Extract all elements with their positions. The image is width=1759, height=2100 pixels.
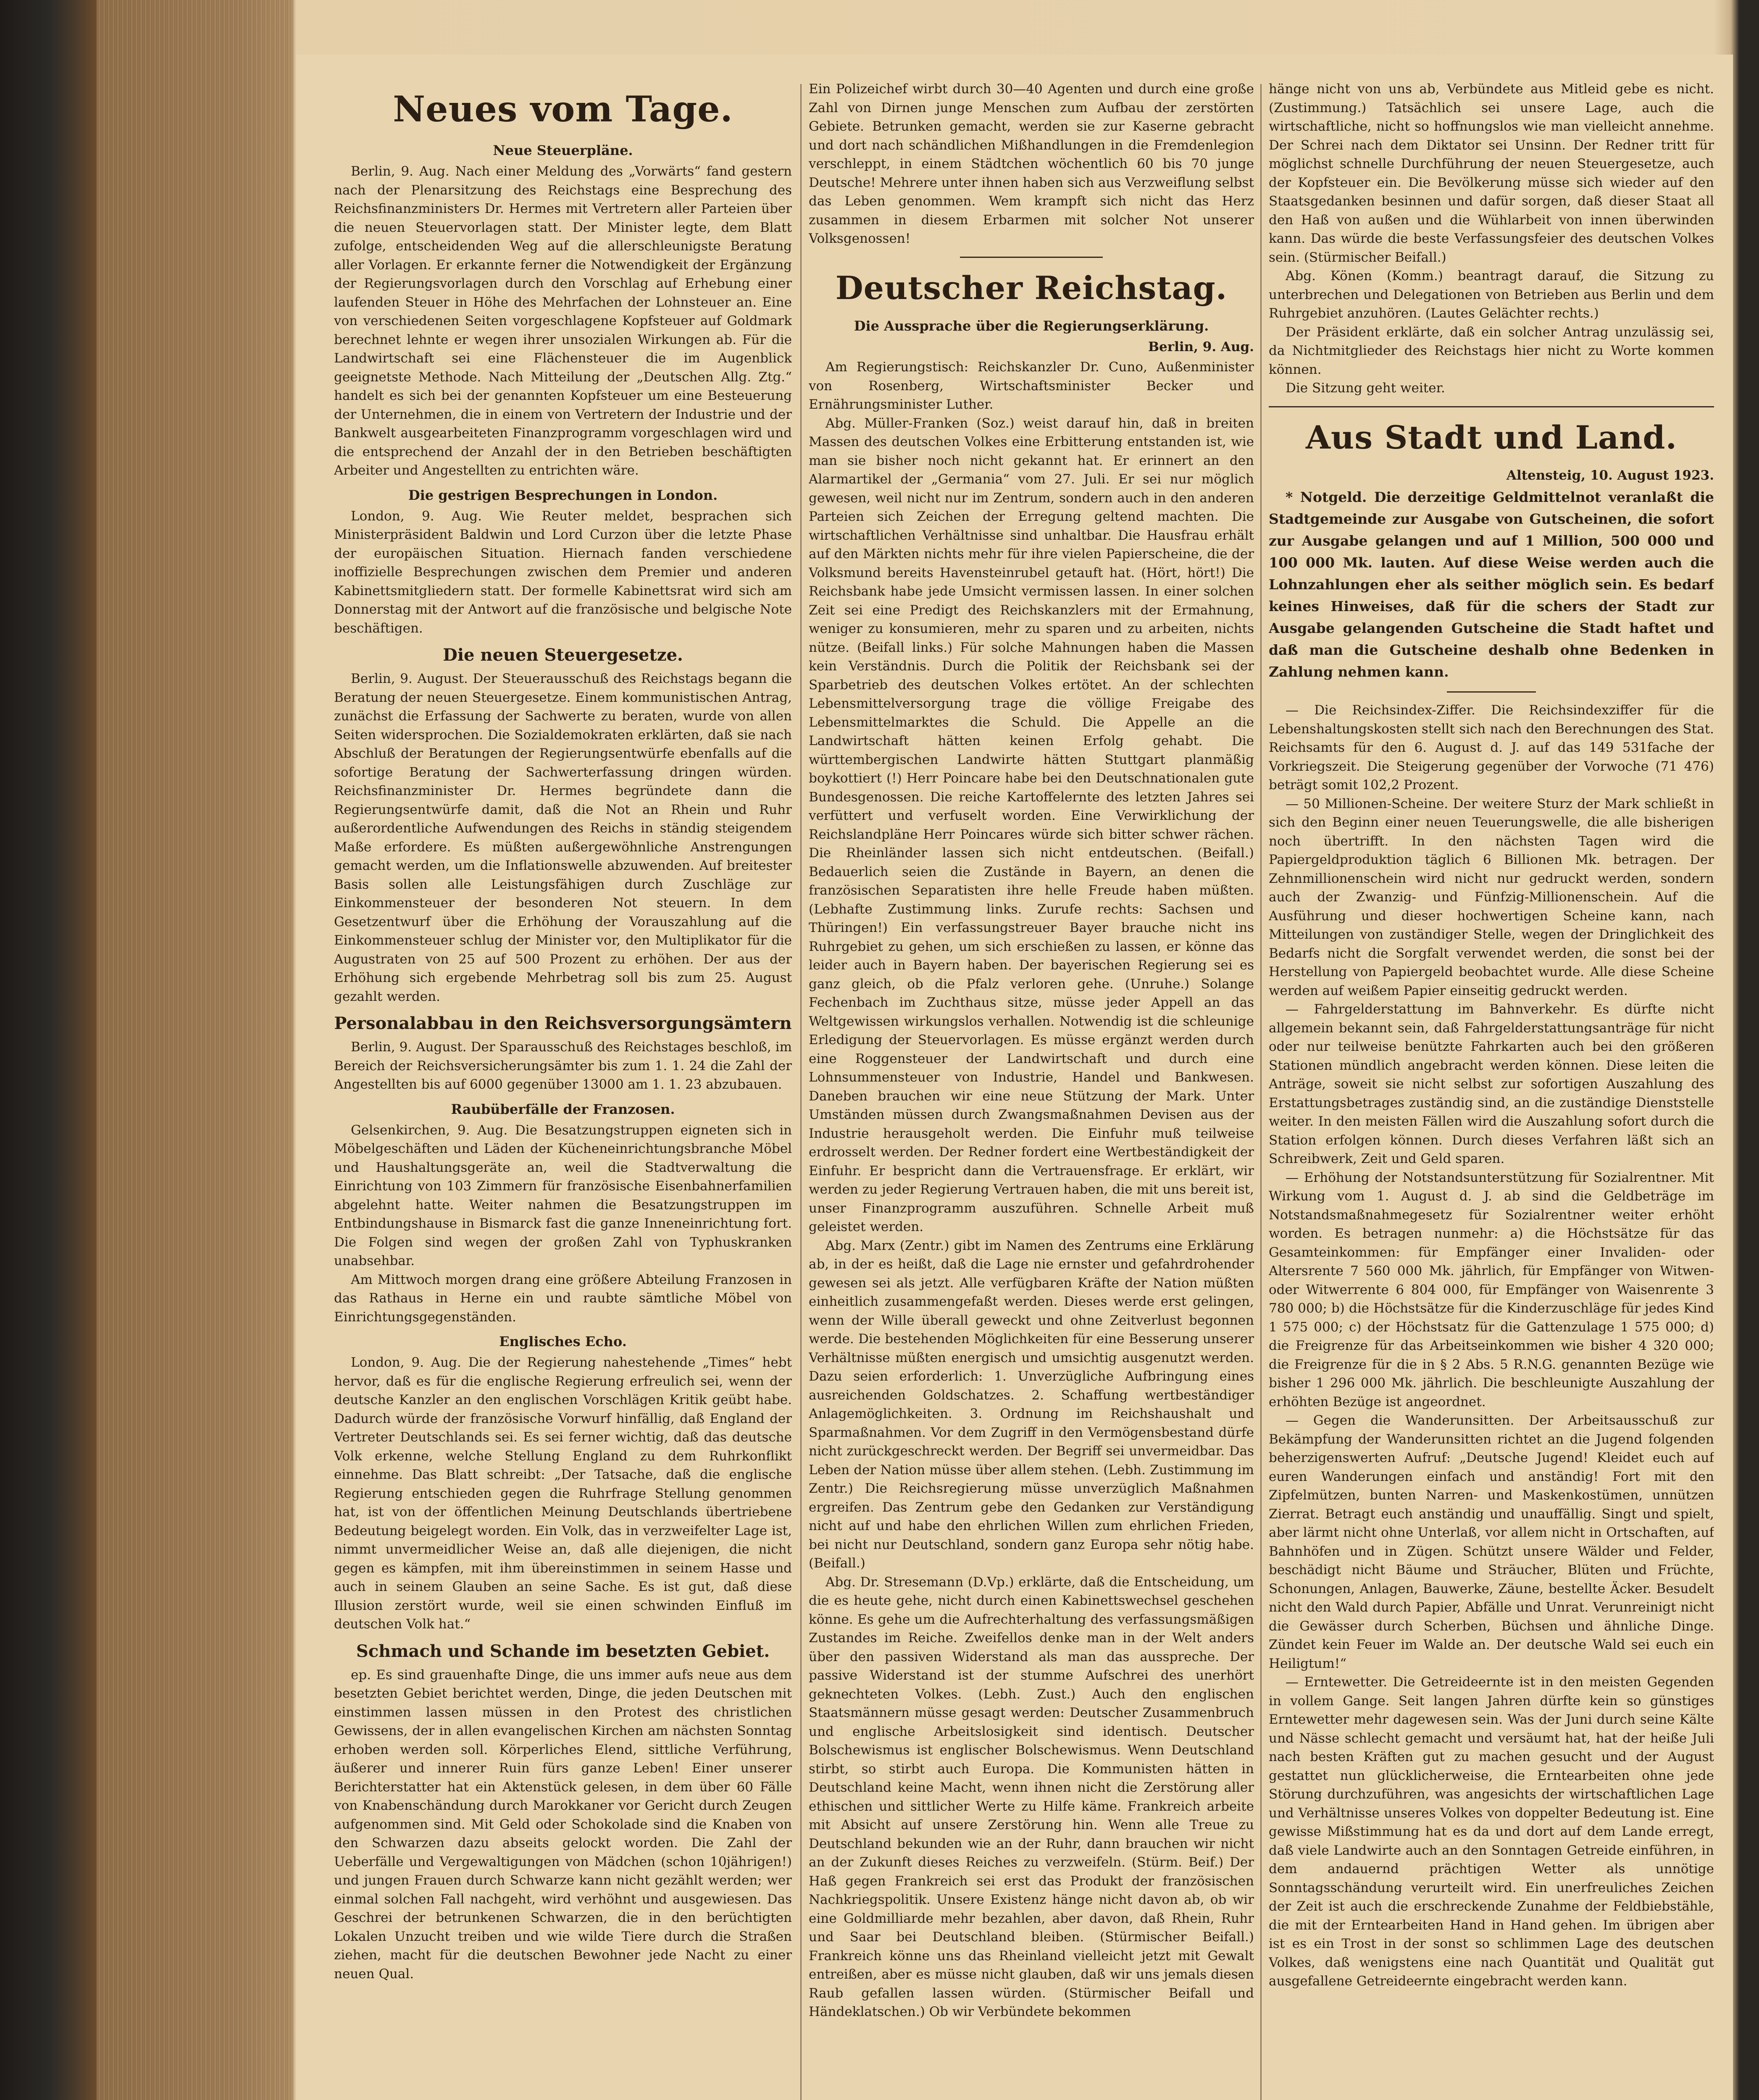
section-title-neues-vom-tage: Neues vom Tage.	[393, 88, 733, 130]
notice-notgeld: * Notgeld. Die derzeitige Geldmittelnot veranlaßt die Stadtgemeinde zur Ausgabe von Gutscheinen, die sofort zur Ausgabe gelangen und auf 1 Million, 500 000 und 100 000 Mk. lauten. Auf diese Weise werden auch die Lohnzahlungen eher als seither möglich sein. Es bedarf keines Hinweises, daß für die schers der Stadt zur Ausgabe gelangenden Gutscheine die Stadt haftet und daß man die Gutscheine deshalb ohne Bedenken in Zahlung nehmen kann.	[1269, 489, 1714, 680]
article-heading: Personalabbau in den Reichsversorgungsämtern	[334, 1013, 792, 1033]
article-text-continued: hänge nicht von uns ab, Verbündete aus Mitleid gebe es nicht. (Zustimmung.) Tatsächlich sei unsere Lage, auch die wirtschaftliche, nicht so hoffnungslos wie man vielleicht annehme. Der Schrei nach dem Diktator sei Unsinn. Der Redner tritt für möglichst schnelle Durchführung der neuen Steuergesetze, auch der Kopfsteuer ein. Die Bevölkerung müsse sich wieder auf den Staatsgedanken besinnen und dafür sorgen, daß dieser Staat all den Haß von außen und die Wühlarbeit von innen überwinden kann. Das würde die beste Verfassungsfeier des deutschen Volkes sein. (Stürmischer Beifall.)	[1269, 81, 1714, 265]
column-rule	[1260, 84, 1262, 2100]
article-text: Gelsenkirchen, 9. Aug. Die Besatzungstruppen eigneten sich in Möbelgeschäften und Läden der Kücheneinrichtungsbranche Möbel und Haushaltungsgeräte an, weil die Stadtverwaltung die Einrichtung von 103 Zimmern für französische Eisenbahnerfamilien abgelehnt hatte. Weiter nahmen die Besatzungstruppen im Entbindungshause in Bismarck fast die ganze Inneneinrichtung fort. Die Folgen sind wegen der großen Zahl von Typhuskranken unabsehbar.	[334, 1122, 792, 1268]
article-text: — 50 Millionen-Scheine. Der weitere Sturz der Mark schließt in sich den Beginn einer neuen Teuerungswelle, die alle bisherigen noch übertrifft. In den nächsten Tagen wird die Papiergeldproduktion täglich 6 Billionen Mk. betragen. Der Zehnmillionenschein wird nicht nur gedruckt werden, sondern auch der Zwanzig- und Fünfzig-Millionenschein. Auf die Ausführung und dieser hochwertigen Scheine kann, nach Mitteilungen von zuständiger Stelle, wegen der Dringlichkeit des Bedarfs nicht die Sorgfalt verwendet werden, die sonst bei der Herstellung von Papiergeld beobachtet wurde. Alle diese Scheine werden auf weißem Papier einseitig gedruckt werden.	[1269, 796, 1714, 998]
article-heading: Die neuen Steuergesetze.	[443, 645, 683, 665]
article-text: Am Mittwoch morgen drang eine größere Abteilung Franzosen in das Rathaus in Herne ein und raubte sämtliche Möbel von Einrichtungsgegenständen.	[334, 1272, 792, 1325]
book-page-edges	[97, 0, 294, 2100]
article-heading: Englisches Echo.	[499, 1334, 627, 1349]
article-text: Am Regierungstisch: Reichskanzler Dr. Cuno, Außenminister von Rosenberg, Wirtschaftsminister Becker und Ernährungsminister Luther.	[809, 360, 1254, 412]
article-text: Berlin, 9. August. Der Sparausschuß des Reichstages beschloß, im Bereich der Reichsversicherungsämter bis zum 1. 1. 24 die Zahl der Angestellten bis auf 6000 gegenüber 13000 am 1. 1. 23 abzubauen.	[334, 1040, 792, 1092]
article-text: London, 9. Aug. Wie Reuter meldet, besprachen sich Ministerpräsident Baldwin und Lord Curzon über die letzte Phase der europäischen Situation. Hiernach fanden verschiedene inoffizielle Besprechungen zwischen dem Premier und anderen Kabinettsmitgliedern statt. Der formelle Kabinettsrat wird sich am Donnerstag mit der Antwort auf die französische und belgische Note beschäftigen.	[334, 508, 792, 636]
column-rule	[800, 84, 802, 2100]
article-text: Berlin, 9. Aug. Nach einer Meldung des „Vorwärts“ fand gestern nach der Plenarsitzung des Reichstags eine Besprechung des Reichsfinanzministers Dr. Hermes mit Vertretern aller Parteien über die neuen Steuervorlagen statt. Der Minister legte, dem Blatt zufolge, entscheidenden Weg auf die allerschleunigste Beratung aller Vorlagen. Er erkannte ferner die Notwendigkeit der Ergänzung der Regierungsvorlagen durch den Vorschlag auf Erhebung einer laufenden Steuer in Höhe des Mehrfachen der Lohnsteuer an. Eine von verschiedenen Seiten vorgeschlagene Kopfsteuer auf Goldmark berechnet lehnte er wegen ihrer unsozialen Wirkungen ab. Für die Landwirtschaft sei eine Flächensteuer die im Augenblick geeignetste Methode. Nach Mitteilung der „Deutschen Allg. Ztg.“ handelt es sich bei der genannten Kopfsteuer um eine Besteuerung der Unternehmen, die in einem von Vertretern der Industrie und der Bankwelt ausgearbeiteten Finanzprogramm vorgeschlagen wird und die entsprechend der Anzahl der in den Betrieben beschäftigten Arbeiter und Angestellten zu entrichten wäre.	[334, 164, 792, 478]
article-text-continued: Ein Polizeichef wirbt durch 30—40 Agenten und durch eine große Zahl von Dirnen junge Menschen zum Aufbau der zerstörten Gebiete. Betrunken gemacht, werden sie zur Kaserne gebracht und dort nach schändlichen Mißhandlungen in die Fremdenlegion verschleppt, in einem Städtchen wöchentlich 60 bis 70 junge Deutsche! Mehrere unter ihnen haben sich aus Verzweiflung selbst das Leben genommen. Wem krampft sich nicht das Herz zusammen in diesem Erbarmen mit solcher Not unserer Volksgenossen!	[809, 81, 1254, 246]
article-text: — Gegen die Wanderunsitten. Der Arbeitsausschuß zur Bekämpfung der Wanderunsitten richtet an die Jugend folgenden beherzigenswerten Aufruf: „Deutsche Jugend! Kleidet euch auf euren Wanderungen einfach und anständig! Fort mit den Zipfelmützen, bunten Narren- und Maskenkostümen, unnützen Zierrat. Betragt euch anständig und unauffällig. Singt und spielt, aber lärmt nicht ohne Unterlaß, vor allem nicht in Ortschaften, auf Bahnhöfen und in Zügen. Schützt unsere Wälder und Felder, beschädigt nicht Bäume und Sträucher, Blüten und Früchte, Schonungen, Anlagen, Bauwerke, Zäune, bestellte Äcker. Besudelt nicht den Wald durch Papier, Abfälle und Unrat. Verunreinigt nicht die Gewässer durch Scherben, Büchsen und ähnliche Dinge. Zündet kein Feuer im Walde an. Der deutsche Wald sei euch ein Heiligtum!“	[1269, 1413, 1714, 1671]
article-heading: Neue Steuerpläne.	[493, 142, 633, 158]
column-1	[334, 80, 792, 2100]
separator-line	[1269, 406, 1714, 407]
article-heading: Raubüberfälle der Franzosen.	[451, 1101, 675, 1117]
article-text: — Erntewetter. Die Getreideernte ist in den meisten Gegenden in vollem Gange. Seit langen Jahren dürfte kein so günstiges Erntewetter mehr dagewesen sein. Was der Juni durch seine Kälte und Nässe schlecht gemacht und versäumt hat, hat der heiße Juli nach besten Kräften gut zu machen gesucht und der August gestattet nun glücklicherweise, die Erntearbeiten ohne jede Störung durchzuführen, was angesichts der wirtschaftlichen Lage und Verhältnisse unseres Volkes von doppelter Bedeutung ist. Eine gewisse Mißstimmung hat es da und dort auf dem Lande erregt, daß viele Landwirte auch an den Sonntagen Getreide einführen, in dem andauernd prächtigen Wetter als unnötige Sonntagsschändung verurteilt wird. Ein unerfreuliches Zeichen der Zeit ist auch die erschreckende Zunahme der Feldbiebstähle, die mit der Erntearbeiten Hand in Hand gehen. Im übrigen aber ist es ein Trost in der sonst so schlimmen Lage des deutschen Volkes, daß wenigstens eine nach Quantität und Qualität gut ausgefallene Getreideernte eingebracht werden kann.	[1269, 1675, 1714, 1989]
article-text: Abg. Müller-Franken (Soz.) weist darauf hin, daß in breiten Massen des deutschen Volkes eine Erbitterung entstanden ist, wie man sie bisher noch nicht gekannt hat. Er erinnert an den Alarmartikel der „Germania“ vom 27. Juli. Er sei nur möglich gewesen, weil nicht nur im Zentrum, sondern auch in den anderen Parteien sich Zeichen der Erregung geltend machten. Die wirtschaftlichen Verhältnisse sind unhaltbar. Die Hausfrau erhält auf den Märkten nichts mehr für ihre vielen Papierscheine, die der Volksmund bereits Havensteinrubel getauft hat. (Hört, hört!) Die Reichsbank habe jede Umsicht vermissen lassen. In einer solchen Zeit sei eine Predigt des Reichskanzlers mit der Ermahnung, weniger zu konsumieren, mehr zu sparen und zu arbeiten, nichts nütze. (Beifall links.) Für solche Mahnungen haben die Massen kein Verständnis. Durch die Politik der Reichsbank sei der Sparbetrieb des deutschen Volkes ertötet. An der schlechten Lebensmittelversorgung trage die völlige Freigabe des Lebensmittelmarktes die Schuld. Die Appelle an die Landwirtschaft hätten keinen Erfolg gehabt. Die württembergischen Landwirte hätten Stuttgart planmäßig boykottiert (!) Herr Poincare habe bei den Deutschnationalen gute Bundesgenossen. Die reiche Kartoffelernte des letzten Jahres sei verfüttert und verfuselt worden. Eine Verwirklichung der Reichslandpläne Herr Poincares würde sich bitter schwer rächen. Die Rheinländer lassen sich nicht entdeutschen. (Beifall.) Bedauerlich seien die Zustände in Bayern, an denen die französischen Separatisten ihre helle Freude haben müßten. (Lebhafte Zustimmung links. Zurufe rechts: Sachsen und Thüringen!) Ein verfassungstreuer Bayer brauche nicht ins Ruhrgebiet zu gehen, um sich erschießen zu lassen, er könne das leider auch in Bayern haben. Der bayerischen Regierung sei es ganz gleich, ob die Pfalz verloren gehe. (Unruhe.) Solange Fechenbach im Zuchthaus sitze, müsse jeder Appell an das Weltgewissen wirkungslos verhallen. Notwendig ist die schleunige Erledigung der Steuervorlagen. Es müsse ergänzt werden durch eine Roggensteuer der Landwirtschaft und durch eine Lohnsummensteuer von Industrie, Handel und Bankwesen. Daneben brauchen wir eine neue Stützung der Mark. Unter Umständen müssen durch Zwangsmaßnahmen Devisen aus der Industrie herausgeholt werden. Die Einfuhr muß teilweise erdrosselt werden. Der Redner fordert eine Wertbeständigkeit der Einfuhr. Er bespricht dann die Vertrauensfrage. Er erklärt, wir werden zu jeder Regierung Vertrauen haben, die mit uns bereit ist, unser Finanzprogramm auszuführen. Schnelle Arbeit muß geleistet werden.	[809, 415, 1254, 1234]
dateline: Berlin, 9. Aug.	[1148, 339, 1254, 354]
separator-line	[960, 257, 1102, 258]
article-text: Der Präsident erklärte, daß ein solcher Antrag unzulässig sei, da Nichtmitglieder des Reichstags hier nicht zu Worte kommen können.	[1269, 324, 1714, 377]
article-text: Berlin, 9. August. Der Steuerausschuß des Reichstags begann die Beratung der neuen Steuergesetze. Einem kommunistischen Antrag, zunächst die Erfassung der Sachwerte zu beraten, wurde von allen Seiten widersprochen. Die Sozialdemokraten erklärten, daß sie nach Abschluß der Beratungen der Regierungsentwürfe ebenfalls auf die sofortige Beratung der Sachwerterfassung dringen würden. Reichsfinanzminister Dr. Hermes begründete dann die Regierungsentwürfe damit, daß die Not an Rhein und Ruhr außerordentliche Aufwendungen des Reichs in ständig steigendem Maße erfordere. Es müßten außergewöhnliche Anstrengungen gemacht werden, um die Inflationswelle abzuwenden. Auf breitester Basis sollen alle Leistungsfähigen durch Zuschläge zur Einkommensteuer der besonderen Not steuern. In dem Gesetzentwurf über die Erhöhung der Vorauszahlung auf die Einkommensteuer schlug der Minister vor, den Multiplikator für die Augustraten von 25 auf 500 Prozent zu erhöhen. Der aus der Erhöhung sich ergebende Mehrbetrag soll bis zum 25. August gezahlt werden.	[334, 671, 792, 1004]
article-text: — Fahrgelderstattung im Bahnverkehr. Es dürfte nicht allgemein bekannt sein, daß Fahrgelderstattungsanträge für nicht oder nur teilweise benützte Fahrkarten auch bei den größeren Stationen mündlich angebracht werden können. Diese leiten die Anträge, soweit sie nicht selbst zur sofortigen Auszahlung des Erstattungsbetrages zuständig sind, an die zuständige Dienststelle weiter. In den meisten Fällen wird die Auszahlung sofort durch die Station erfolgen können. Durch dieses Verfahren läßt sich an Schreibwerk, Zeit und Geld sparen.	[1269, 1002, 1714, 1166]
article-text: — Die Reichsindex-Ziffer. Die Reichsindexziffer für die Lebenshaltungskosten stellt sich nach den Berechnungen des Stat. Reichsamts für den 6. August d. J. auf das 149 531fache der Vorkriegszeit. Die Steigerung gegenüber der Vorwoche (71 476) beträgt somit 102,2 Prozent.	[1269, 703, 1714, 793]
article-text: Abg. Marx (Zentr.) gibt im Namen des Zentrums eine Erklärung ab, in der es heißt, daß die Lage nie ernster und gefahrdrohender gewesen sei als jetzt. Alle verfügbaren Kräfte der Nation müßten einheitlich zusammengefaßt werden. Dieses werde erst gelingen, wenn der Wille überall geweckt und ohne Zeitverlust begonnen werde. Die bestehenden Möglichkeiten für eine Besserung unserer Verhältnisse müßten energisch und umsichtig ausgenutzt werden. Dazu seien erforderlich: 1. Unverzügliche Aufbringung eines ausreichenden Goldschatzes. 2. Schaffung wertbeständiger Anlagemöglichkeiten. 3. Ordnung im Reichshaushalt und Sparmaßnahmen. Vor dem Zugriff in den Vermögensbestand dürfe nicht zurückgeschreckt werden. Der Begriff sei unvermeidbar. Das Leben der Nation müsse über allem stehen. (Lebh. Zustimmung im Zentr.) Die Reichsregierung müsse unverzüglich Maßnahmen ergreifen. Das Zentrum gebe den Gedanken zur Verständigung nicht auf und habe den ehrlichen Willen zum ehrlichen Frieden, bei nicht nur Deutschland, sondern ganz Europa sehr nötig habe. (Beifall.)	[809, 1238, 1254, 1571]
article-text: — Erhöhung der Notstandsunterstützung für Sozialrentner. Mit Wirkung vom 1. August d. J. ab sind die Geldbeträge im Notstandsmaßnahmegesetz für Sozialrentner weiter erhöht worden. Es betragen nunmehr: a) die Höchstsätze für das Gesamteinkommen: für Empfänger einer Invaliden- oder Altersrente 7 560 000 Mk. jährlich, für Empfänger von Witwen- oder Witwerrente 6 804 000, für Empfänger von Waisenrente 3 780 000; b) die Höchstsätze für die Kinderzuschläge für jedes Kind 1 575 000; c) der Höchstsatz für die Gattenzulage 1 575 000; d) die Freigrenze für das Arbeitseinkommen wie bisher 4 320 000; die Freigrenze für die in § 2 Abs. 5 R.N.G. genannten Bezüge wie bisher 1 296 000 Mk. jährlich. Die beschleunigte Auszahlung der erhöhten Bezüge ist angeordnet.	[1269, 1170, 1714, 1410]
section-title-aus-stadt-und-land: Aus Stadt und Land.	[1305, 418, 1677, 456]
section-title-reichstag: Deutscher Reichstag.	[835, 269, 1228, 307]
column-2	[809, 80, 1254, 2100]
article-text: Abg. Könen (Komm.) beantragt darauf, die Sitzung zu unterbrechen und Delegationen von Betrieben aus Berlin und dem Ruhrgebiet anzuhören. (Lautes Gelächter rechts.)	[1269, 268, 1714, 321]
article-heading: Die gestrigen Besprechungen in London.	[408, 487, 718, 503]
column-3	[1269, 80, 1714, 2100]
separator-line	[1447, 691, 1536, 693]
article-subheading: Die Aussprache über die Regierungserklärung.	[854, 318, 1209, 334]
article-text: London, 9. Aug. Die der Regierung nahestehende „Times“ hebt hervor, daß es für die englische Regierung erfreulich sei, wenn der deutsche Kanzler an den englischen Vorschlägen Kritik geübt habe. Dadurch würde der französische Vorwurf hinfällig, daß England der Vertreter Deutschlands sei. Es sei ferner wichtig, daß das deutsche Volk erkenne, welche Stellung England zu dem Ruhrkonflikt einnehme. Das Blatt schreibt: „Der Tatsache, daß die englische Regierung entschieden gegen die Ruhrfrage Stellung genommen hat, ist von der öffentlichen Meinung Deutschlands übertriebene Bedeutung beigelegt worden. Ein Volk, das in verzweifelter Lage ist, nimmt unvermeidlicher Weise an, daß alle diejenigen, die nicht gegen es kämpfen, mit ihm übereinstimmen in seinem Hasse und auch in seinem Glauben an seine Sache. Es ist gut, daß diese Illusion zerstört wurde, weil sie einen schwinden Einfluß im deutschen Volk hat.“	[334, 1355, 792, 1632]
article-text: ep. Es sind grauenhafte Dinge, die uns immer aufs neue aus dem besetzten Gebiet berichtet werden, Dinge, die jeden Deutschen mit einstimmen lassen müssen in den Protest des christlichen Gewissens, der in allen evangelischen Kirchen am nächsten Sonntag erhoben werden soll. Körperliches Elend, sittliche Verführung, äußerer und innerer Ruin fürs ganze Leben! Einer unserer Berichterstatter hat ein Aktenstück gelesen, in dem über 60 Fälle von Knabenschändung durch Marokkaner vor Gericht durch Zeugen aufgenommen sind. Mit Geld oder Schokolade sind die Knaben von den Schwarzen dazu abseits gelockt worden. Die Zahl der Ueberfälle und Vergewaltigungen von Mädchen (schon 10jährigen!) und jungen Frauen durch Schwarze kann nicht gezählt werden; wer einmal solchen Fall nachgeht, wird verhöhnt und ausgewiesen. Das Geschrei der betrunkenen Schwarzen, die in den berüchtigten Lokalen Unzucht treiben und wie wilde Tiere durch die Straßen ziehen, macht für die deutschen Bewohner jede Nacht zu einer neuen Qual.	[334, 1667, 792, 1982]
article-text: Die Sitzung geht weiter.	[1286, 381, 1445, 396]
article-heading: Schmach und Schande im besetzten Gebiet.	[356, 1641, 770, 1661]
dateline: Altensteig, 10. August 1923.	[1506, 467, 1714, 483]
article-text: Abg. Dr. Stresemann (D.Vp.) erklärte, daß die Entscheidung, um die es heute gehe, nicht durch einen Kabinettswechsel geschehen könne. Es gehe um die Aufrechterhaltung des verfassungsmäßigen Zustandes im Reiche. Zweifellos denke man in der Welt anders über den passiven Widerstand als man das ausspreche. Der passive Widerstand ist der stumme Aufschrei des unerhört geknechteten Volkes. (Lebh. Zust.) Auch den englischen Staatsmännern müsse gesagt werden: Deutscher Zusammenbruch und englische Arbeitslosigkeit sind identisch. Deutscher Bolschewismus ist englischer Bolschewismus. Wenn Deutschland stirbt, so stirbt auch Europa. Die Kommunisten hätten in Deutschland keine Macht, wenn ihnen nicht die Zerstörung aller ethischen und sittlicher Werte zu Hilfe käme. Frankreich arbeite mit Absicht auf unsere Zerstörung hin. Wenn alle Treue zu Deutschland bekunden wie an der Ruhr, dann brauchen wir nicht an der Zukunft dieses Reiches zu verzweifeln. (Stürm. Beif.) Der Haß gegen Frankreich sei erst das Produkt der französischen Nachkriegspolitik. Unsere Existenz hänge nicht davon ab, ob wir eine Goldmilliarde mehr bezahlen, aber davon, daß Rhein, Ruhr und Saar bei Deutschland bleiben. (Stürmischer Beifall.) Frankreich könne uns das Rheinland vielleicht jetzt mit Gewalt entreißen, aber es müsse nicht glauben, daß wir uns jemals diesen Raub gefallen lassen würden. (Stürmischer Beifall und Händeklatschen.) Ob wir Verbündete bekommen	[809, 1574, 1254, 2019]
